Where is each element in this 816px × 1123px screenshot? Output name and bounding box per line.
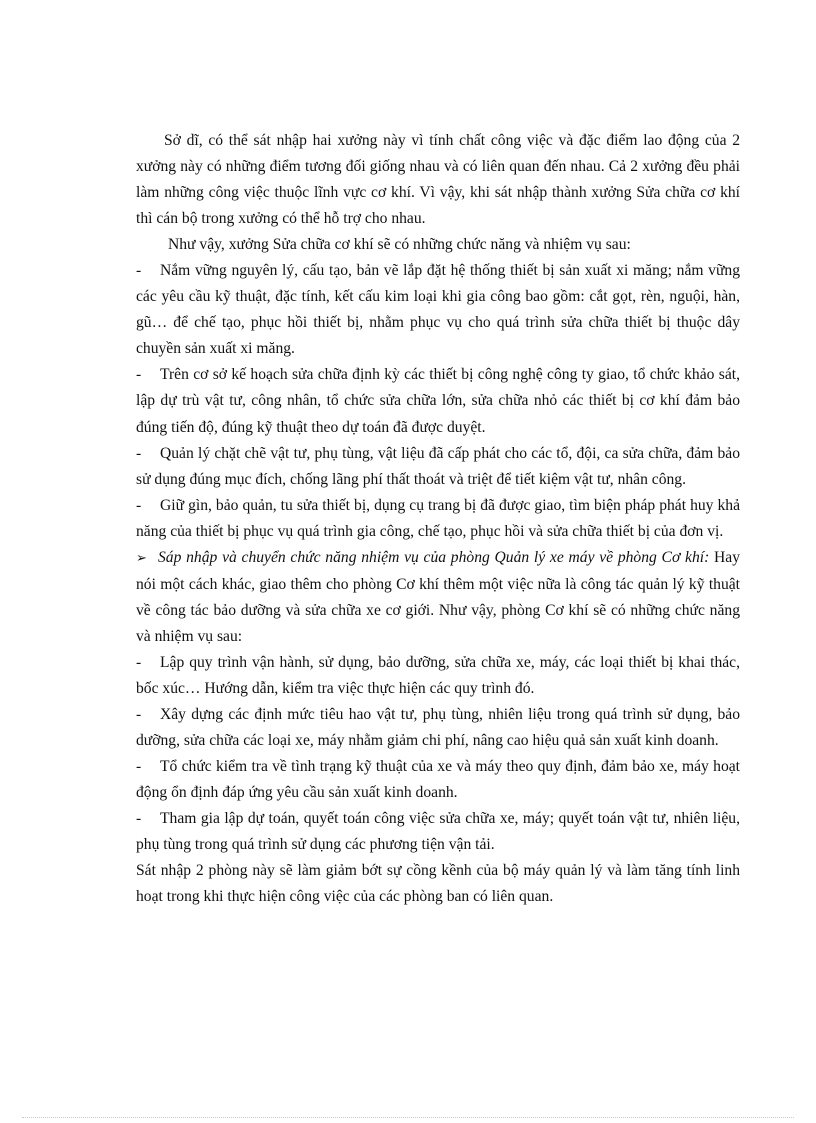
list-item-text: Lập quy trình vận hành, sử dụng, bảo dưỡng, sửa chữa xe, máy, các loại thiết bị khai thác, bốc xúc… Hướng dẫn, kiểm tra việc thực hiện các quy trình đó. — [136, 653, 740, 697]
paragraph-merge-reason — [136, 128, 740, 232]
italic-heading: Sáp nhập và chuyển chức năng nhiệm vụ của phòng Quản lý xe máy về phòng Cơ khí: — [158, 548, 710, 566]
list-item-text: Trên cơ sở kế hoạch sửa chữa định kỳ các thiết bị công nghệ công ty giao, tổ chức khảo sát, lập dự trù vật tư, công nhân, tổ chức sửa chữa lớn, sửa chữa nhỏ các thiết bị cơ khí đảm bảo đúng tiến độ, đúng kỹ thuật theo dự toán đã được duyệt. — [136, 366, 740, 436]
list-item — [136, 806, 740, 858]
list-item-text: Tham gia lập dự toán, quyết toán công việc sửa chữa xe, máy; quyết toán vật tư, nhiên liệu, phụ tùng trong quá trình sử dụng các phương tiện vận tải. — [136, 810, 740, 854]
footer-divider — [22, 1117, 794, 1118]
arrow-item-text: Hay nói một cách khác, giao thêm cho phòng Cơ khí thêm một việc nữa là công tác quản lý kỹ thuật về công tác bảo dưỡng và sửa chữa xe cơ giới. Như vậy, phòng Cơ khí sẽ có những chức năng và nhiệm vụ sau: — [136, 548, 740, 645]
list-item — [136, 702, 740, 754]
paragraph-text: Như vậy, xưởng Sửa chữa cơ khí sẽ có những chức năng và nhiệm vụ sau: — [168, 236, 631, 254]
arrow-bullet-icon: ➢ — [136, 550, 147, 566]
list-item — [136, 754, 740, 806]
paragraph-workshop-intro — [136, 232, 740, 258]
paragraph-text: Sát nhập 2 phòng này sẽ làm giảm bớt sự cồng kềnh của bộ máy quản lý và làm tăng tính linh hoạt trong khi thực hiện công việc của các phòng ban có liên quan. — [136, 862, 740, 906]
dash-bullet: - — [136, 810, 142, 828]
dash-bullet: - — [136, 758, 142, 776]
dash-bullet: - — [136, 262, 142, 280]
list-item — [136, 258, 740, 362]
list-item-text: Nắm vững nguyên lý, cấu tạo, bản vẽ lắp đặt hệ thống thiết bị sản xuất xi măng; nắm vững các yêu cầu kỹ thuật, đặc tính, kết cấu kim loại khi gia công bao gồm: cắt gọt, rèn, nguội, hàn, gũ… để chế tạo, phục hồi thiết bị, nhằm phục vụ cho quá trình sửa chữa thiết bị thuộc dây chuyền sản xuất xi măng. — [136, 262, 740, 358]
list-item — [136, 362, 740, 440]
list-item — [136, 650, 740, 702]
list-item — [136, 493, 740, 545]
list-item-text: Giữ gìn, bảo quản, tu sửa thiết bị, dụng cụ trang bị đã được giao, tìm biện pháp phát huy khả năng của thiết bị phục vụ quá trình gia công, chế tạo, phục hồi và sửa chữa thiết bị của đơn vị. — [136, 496, 740, 540]
list-item — [136, 441, 740, 493]
paragraph-text: Sở dĩ, có thể sát nhập hai xưởng này vì tính chất công việc và đặc điểm lao động của 2 xưởng này có những điểm tương đối giống nhau và có liên quan đến nhau. Cả 2 xưởng đều phải làm những công việc thuộc lĩnh vực cơ khí. Vì vậy, khi sát nhập thành xưởng Sửa chữa cơ khí thì cán bộ trong xưởng có thể hỗ trợ cho nhau. — [136, 132, 740, 228]
body-text — [136, 128, 740, 910]
dash-bullet: - — [136, 706, 142, 724]
dash-bullet: - — [136, 366, 142, 384]
dash-bullet: - — [136, 496, 142, 514]
dash-bullet: - — [136, 653, 142, 671]
list-item-text: Xây dựng các định mức tiêu hao vật tư, phụ tùng, nhiên liệu trong quá trình sử dụng, bảo dưỡng, sửa chữa các loại xe, máy nhằm giảm chi phí, nâng cao hiệu quả sản xuất kinh doanh. — [136, 706, 740, 750]
arrow-bullet-item — [136, 545, 740, 650]
paragraph-conclusion — [136, 858, 740, 910]
list-item-text: Quản lý chặt chẽ vật tư, phụ tùng, vật liệu đã cấp phát cho các tổ, đội, ca sửa chữa, đảm bảo sử dụng đúng mục đích, chống lãng phí thất thoát và triệt để tiết kiệm vật tư, nhân công. — [136, 444, 740, 488]
list-item-text: Tổ chức kiểm tra về tình trạng kỹ thuật của xe và máy theo quy định, đảm bảo xe, máy hoạt động ổn định đáp ứng yêu cầu sản xuất kinh doanh. — [136, 758, 740, 802]
dash-bullet: - — [136, 444, 142, 462]
